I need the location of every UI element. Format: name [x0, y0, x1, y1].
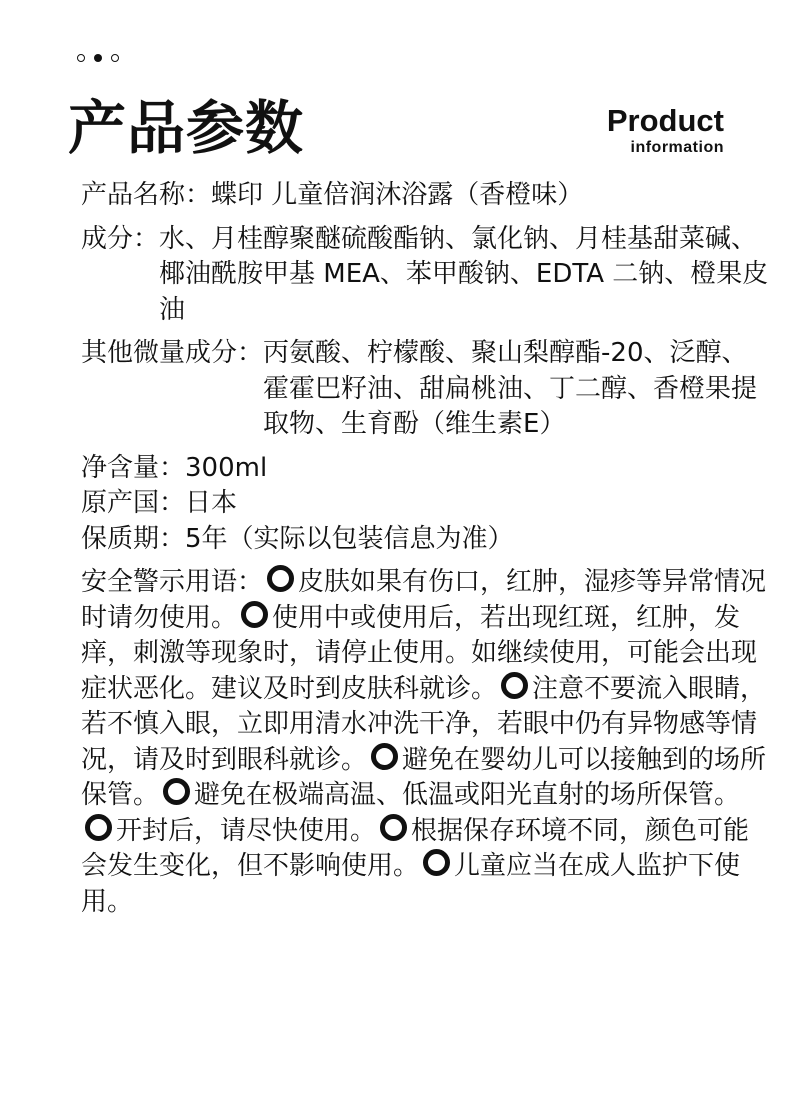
warning-label: 安全警示用语：: [81, 567, 264, 597]
param-label: 其他微量成分：: [81, 338, 264, 368]
param-value: 蝶印 儿童倍润沐浴露（香橙味）: [211, 180, 584, 210]
circle-bullet-icon: [380, 814, 407, 841]
warning-item: 根据保存环境不同，颜色可能会发生变化，但不影响使用。: [81, 815, 750, 881]
pagination-dot: [111, 54, 119, 62]
safety-warnings: [81, 565, 771, 920]
english-title: [607, 104, 724, 158]
warning-item: 开封后，请尽快使用。: [116, 815, 377, 846]
param-row-ingredients: [81, 222, 771, 329]
circle-bullet-icon: [241, 601, 268, 628]
param-value: 300ml: [185, 452, 268, 483]
circle-bullet-icon: [267, 565, 294, 592]
warning-item: 避免在婴幼儿可以接触到的场所保管。: [81, 744, 767, 810]
param-row-minor-ingredients: [81, 336, 771, 443]
warning-item: 使用中或使用后，若出现红斑，红肿，发痒，刺激等现象时，请停止使用。如继续使用，可能会出现症状恶化。建议及时到皮肤科就诊。: [81, 602, 758, 704]
param-value: 5年（实际以包装信息为准）: [185, 523, 514, 554]
warning-item: 避免在极端高温、低温或阳光直射的场所保管。: [194, 780, 741, 810]
circle-bullet-icon: [423, 849, 450, 876]
warning-item: 注意不要流入眼睛，若不慎入眼，立即用清水冲洗干净，若眼中仍有异物感等情况，请及时到眼科就诊。: [81, 673, 767, 775]
param-value: 日本: [185, 488, 238, 518]
param-row-shelf-life: [81, 522, 771, 558]
param-value: 水、月桂醇聚醚硫酸酯钠、氯化钠、月桂基甜菜碱、椰油酰胺甲基 MEA、苯甲酸钠、EDTA 二钠、橙果皮油: [159, 223, 769, 325]
english-title-sub: information: [630, 139, 724, 156]
pagination-dot: [77, 54, 85, 62]
param-label: 原产国：: [81, 488, 186, 518]
param-row-net-content: [81, 451, 771, 487]
circle-bullet-icon: [85, 814, 112, 841]
params-list: [81, 178, 771, 920]
english-title-main: Product: [606, 103, 724, 138]
pagination-dots: [77, 54, 119, 62]
circle-bullet-icon: [501, 672, 528, 699]
param-row-name: [81, 178, 771, 214]
warning-item: 儿童应当在成人监护下使用。: [81, 851, 741, 917]
param-label: 产品名称：: [81, 180, 212, 210]
warning-item: 皮肤如果有伤口，红肿，湿疹等异常情况时请勿使用。: [81, 567, 767, 633]
pagination-dot-active: [94, 54, 102, 62]
page-title: 产品参数: [68, 94, 305, 162]
param-label: 成分：: [81, 223, 160, 254]
circle-bullet-icon: [371, 743, 398, 770]
circle-bullet-icon: [163, 778, 190, 805]
param-label: 保质期：: [81, 523, 186, 554]
param-row-origin: [81, 486, 771, 522]
param-value: 丙氨酸、柠檬酸、聚山梨醇酯-20、泛醇、霍霍巴籽油、甜扁桃油、丁二醇、香橙果提取物、生育酚（维生素E）: [263, 338, 758, 439]
param-label: 净含量：: [81, 452, 186, 483]
